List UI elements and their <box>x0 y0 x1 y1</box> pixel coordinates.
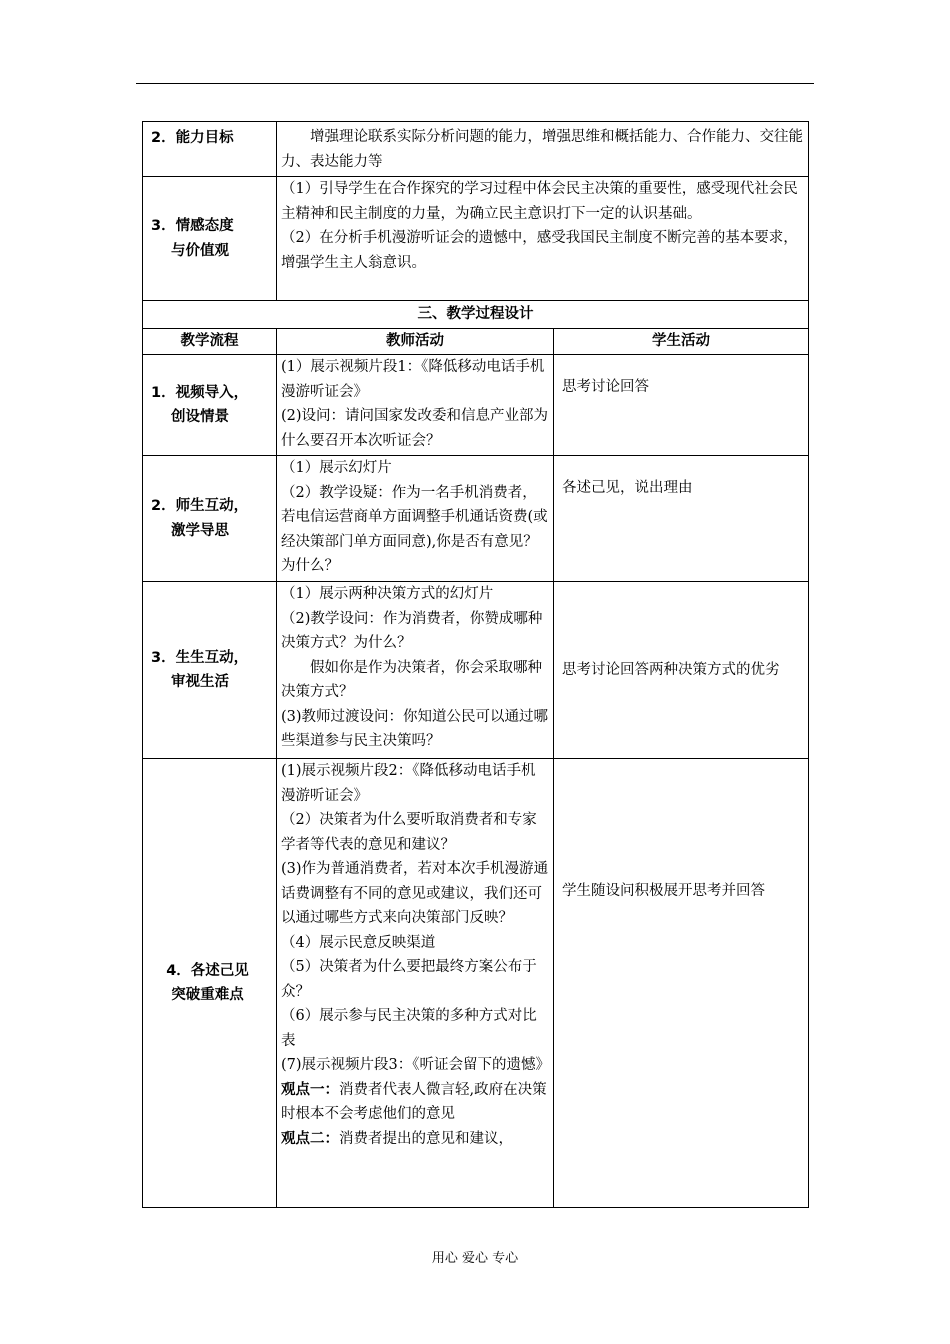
process-row-2 <box>143 456 809 582</box>
student-activity-4: 学生随设问积极展开思考并回答 <box>554 759 809 1208</box>
step-label-2: 2．师生互动， 激学导思 <box>143 456 277 582</box>
goal-label-attitude: 3．情感态度 与价值观 <box>143 177 277 301</box>
goal-text-attitude: （1）引导学生在合作探究的学习过程中体会民主决策的重要性，感受现代社会民主精神和民主制度的力量，为确立民主意识打下一定的认识基础。 （2）在分析手机漫游听证会的遗憾中，感受我国民主制度不断完善的基本要求，增强学生主人翁意识。 <box>277 177 809 301</box>
student-activity-2: 各述己见，说出理由 <box>554 456 809 582</box>
process-row-4 <box>143 759 809 1208</box>
teacher-activity-1: (1）展示视频片段1：《降低移动电话手机漫游听证会》 (2)设问：请问国家发改委和信息产业部为什么要召开本次听证会？ <box>277 355 554 456</box>
process-row-1 <box>143 355 809 456</box>
step-label-1: 1．视频导入， 创设情景 <box>143 355 277 456</box>
student-activity-1: 思考讨论回答 <box>554 355 809 456</box>
process-row-3 <box>143 582 809 759</box>
lesson-plan-table <box>142 121 809 1208</box>
viewpoint-2: 观点二：消费者提出的意见和建议， <box>281 1130 513 1147</box>
column-header-flow: 教学流程 <box>143 329 277 355</box>
goal-row-attitude <box>143 177 809 301</box>
teacher-activity-3: （1）展示两种决策方式的幻灯片 （2)教学设问：作为消费者，你赞成哪种决策方式？为什么？ 假如你是作为决策者，你会采取哪种决策方式？ (3)教师过渡设问：你知道公民可以通过哪些渠道参与民主决策吗？ <box>277 582 554 759</box>
step-label-4: 4．各述己见 突破重难点 <box>143 759 277 1208</box>
step-label-3: 3．生生互动， 审视生活 <box>143 582 277 759</box>
goal-text-ability: 增强理论联系实际分析问题的能力，增强思维和概括能力、合作能力、交往能力、表达能力等 <box>277 122 809 177</box>
page-footer: 用心 爱心 专心 <box>431 1251 519 1266</box>
goal-row-ability <box>143 122 809 177</box>
teacher-activity-4: (1)展示视频片段2：《降低移动电话手机漫游听证会》 （2）决策者为什么要听取消费者和专家学者等代表的意见和建议？ (3)作为普通消费者，若对本次手机漫游通话费调整有不同的意见或建议，我们还可以通过哪些方式来向决策部门反映？ （4）展示民意反映渠道 （5）决策者为什么要把最终方案公布于众？ （6）展示参与民主决策的多种方式对比表 (7)展示视频片段3：《听证会留下的遗憾》 观点一：消费者代表人微言轻,政府在决策时根本不会考虑他们的意见 观点二：消费者提出的意见和建议， <box>277 759 554 1208</box>
column-header-row <box>143 329 809 355</box>
teacher-activity-2: （1）展示幻灯片 （2）教学设疑：作为一名手机消费者，若电信运营商单方面调整手机通话资费(或经决策部门单方面同意),你是否有意见？为什么？ <box>277 456 554 582</box>
section-title-row <box>143 301 809 329</box>
header-rule <box>136 83 814 84</box>
section-title: 三、教学过程设计 <box>143 301 809 329</box>
goal-label-ability: 2．能力目标 <box>143 122 277 177</box>
column-header-student: 学生活动 <box>554 329 809 355</box>
viewpoint-1: 观点一：消费者代表人微言轻,政府在决策时根本不会考虑他们的意见 <box>281 1081 547 1122</box>
student-activity-3: 思考讨论回答两种决策方式的优劣 <box>554 582 809 759</box>
column-header-teacher: 教师活动 <box>277 329 554 355</box>
